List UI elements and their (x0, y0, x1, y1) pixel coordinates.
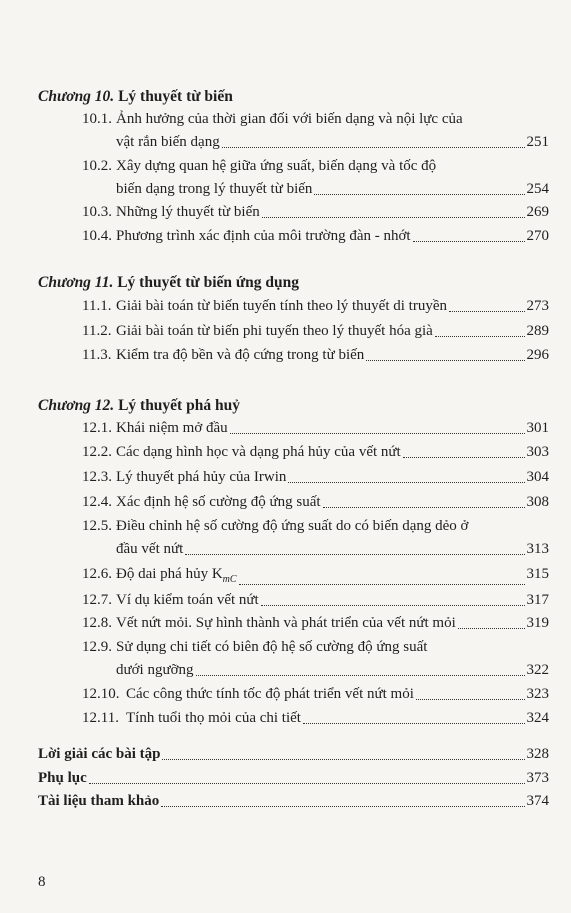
entry-title-line: Ví dụ kiểm toán vết nứt (116, 592, 259, 608)
entry-title-line: Các dạng hình học và dạng phá hủy của vết nứt (116, 444, 401, 460)
entry-page: 273 (526, 298, 549, 314)
entry-page: 322 (526, 662, 549, 678)
entry-page: 301 (526, 420, 549, 436)
chapter-title: Lý thuyết từ biến (118, 88, 233, 105)
dot-leader (435, 335, 525, 337)
entry-number: 12.11. (82, 710, 119, 726)
entry-title-line: Những lý thuyết từ biến (116, 204, 260, 220)
chapter-heading (38, 397, 240, 415)
dot-leader (196, 674, 525, 676)
entry-title-line: Độ dai phá hủy $K_{mC}$ (116, 566, 237, 585)
dot-leader (413, 240, 525, 242)
entry-number: 11.3. (82, 347, 112, 363)
chapter-title: Lý thuyết từ biến ứng dụng (117, 274, 300, 291)
dot-leader (162, 758, 524, 760)
chapter-title: Lý thuyết phá huỷ (118, 397, 240, 414)
dot-leader (261, 604, 525, 606)
entry-page: 373 (526, 770, 549, 786)
entry-page: 254 (526, 181, 549, 197)
dot-leader (323, 506, 525, 508)
entry-page: 313 (526, 541, 549, 557)
dot-leader (185, 553, 524, 555)
page-number: 8 (38, 874, 46, 890)
entry-page: 269 (526, 204, 549, 220)
entry-title-line: đầu vết nứt (116, 541, 184, 557)
dot-leader (303, 722, 525, 724)
entry-number: 11.2. (82, 323, 112, 339)
entry-number: 12.8. (82, 615, 112, 631)
entry-title-line: vật rắn biến dạng (116, 134, 220, 150)
entry-title-line: Điều chỉnh hệ số cường độ ứng suất do có biến dạng dẻo ở (116, 518, 469, 534)
dot-leader (458, 627, 525, 629)
entry-page: 323 (526, 686, 549, 702)
entry-page: 315 (526, 566, 549, 582)
backmatter-title: Lời giải các bài tập (38, 746, 161, 762)
entry-number: 10.2. (82, 158, 112, 174)
chapter-prefix: Chương 10. (38, 88, 115, 105)
entry-title-line: Tính tuổi thọ mỏi của chi tiết (126, 710, 301, 726)
entry-number: 12.4. (82, 494, 112, 510)
dot-leader (222, 146, 525, 148)
entry-page: 304 (526, 469, 549, 485)
entry-page: 303 (526, 444, 549, 460)
entry-number: 12.7. (82, 592, 112, 608)
entry-title-line: Kiểm tra độ bền và độ cứng trong từ biến (116, 347, 365, 363)
entry-page: 317 (526, 592, 549, 608)
entry-number: 12.10. (82, 686, 120, 702)
subscript: mC (222, 574, 237, 585)
entry-title-line: dưới ngưỡng (116, 662, 194, 678)
entry-number: 12.3. (82, 469, 112, 485)
dot-leader (416, 698, 525, 700)
entry-page: 270 (526, 228, 549, 244)
entry-title-line: Xác định hệ số cường độ ứng suất (116, 494, 321, 510)
entry-number: 12.9. (82, 639, 112, 655)
toc-backmatter-entry[interactable] (38, 790, 549, 813)
dot-leader (314, 193, 524, 195)
entry-page: 296 (526, 347, 549, 363)
entry-title-line: Sử dụng chi tiết có biên độ hệ số cường độ ứng suất (116, 639, 428, 655)
entry-title-line: Phương trình xác định của môi trường đàn - nhớt (116, 228, 411, 244)
dot-leader (161, 805, 524, 807)
entry-number: 12.6. (82, 566, 112, 582)
chapter-heading (38, 274, 299, 292)
entry-number: 12.2. (82, 444, 112, 460)
dot-leader (288, 481, 524, 483)
toc-backmatter-entry[interactable] (38, 743, 549, 766)
chapter-prefix: Chương 11. (38, 274, 114, 291)
entry-page: 324 (526, 710, 549, 726)
entry-title-line: Vết nứt mỏi. Sự hình thành và phát triển của vết nứt mỏi (116, 615, 456, 631)
entry-title-line: Lý thuyết phá hủy của Irwin (116, 469, 287, 485)
entry-title-line: Khái niệm mở đầu (116, 420, 228, 436)
dot-leader (366, 359, 524, 361)
entry-page: 308 (526, 494, 549, 510)
entry-title-line: Giải bài toán từ biến tuyến tính theo lý thuyết di truyền (116, 298, 447, 314)
entry-page: 289 (526, 323, 549, 339)
dot-leader (89, 782, 525, 784)
dot-leader (262, 216, 525, 218)
dot-leader (239, 583, 525, 585)
entry-title-line: Ảnh hưởng của thời gian đối với biến dạng và nội lực của (116, 111, 463, 127)
entry-title-line: Xây dựng quan hệ giữa ứng suất, biến dạng và tốc độ (116, 158, 437, 174)
entry-title-line: Giải bài toán từ biến phi tuyến theo lý thuyết hóa già (116, 323, 433, 339)
backmatter-title: Tài liệu tham khảo (38, 793, 160, 809)
dot-leader (403, 456, 525, 458)
entry-page: 328 (526, 746, 549, 762)
entry-page: 319 (526, 615, 549, 631)
backmatter-title: Phụ lục (38, 770, 87, 786)
dot-leader (449, 310, 525, 312)
entry-title-line: biến dạng trong lý thuyết từ biến (116, 181, 313, 197)
entry-title-line: Các công thức tính tốc độ phát triển vết nứt mỏi (126, 686, 414, 702)
dot-leader (230, 432, 525, 434)
entry-number: 12.5. (82, 518, 112, 534)
chapter-prefix: Chương 12. (38, 397, 115, 414)
entry-number: 10.4. (82, 228, 112, 244)
entry-number: 12.1. (82, 420, 112, 436)
entry-number: 11.1. (82, 298, 112, 314)
entry-page: 251 (526, 134, 549, 150)
entry-page: 374 (526, 793, 549, 809)
chapter-heading (38, 88, 233, 106)
entry-number: 10.1. (82, 111, 112, 127)
entry-number: 10.3. (82, 204, 112, 220)
toc-backmatter-entry[interactable] (38, 767, 549, 790)
